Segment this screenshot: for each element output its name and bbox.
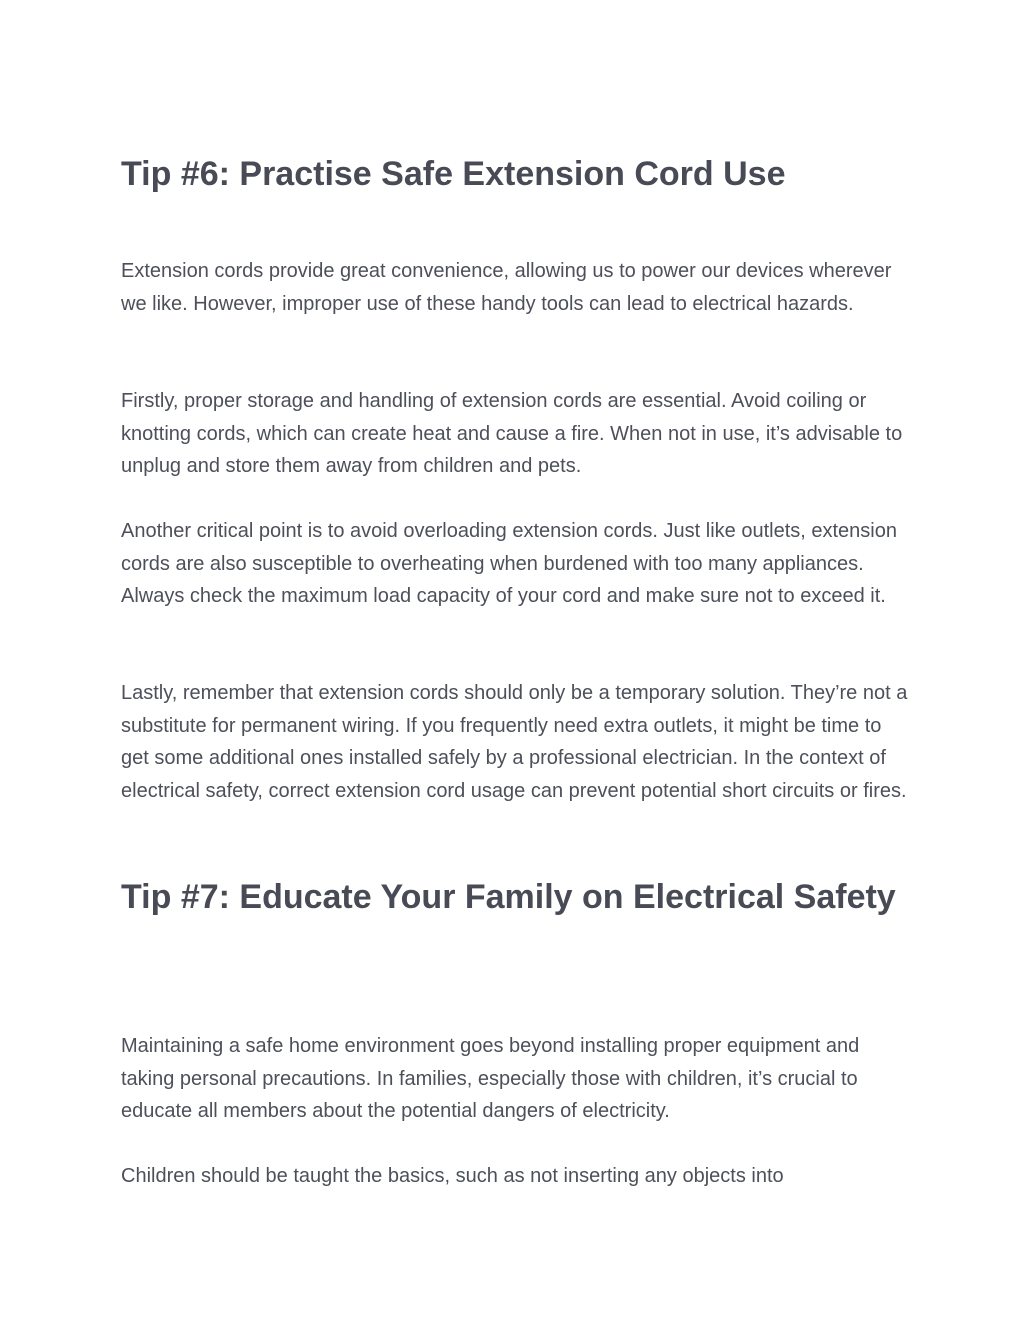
- paragraph: Firstly, proper storage and handling of extension cords are essential. Avoid coiling or knotting cords, which can create heat and cause a fire. When not in use, it’s advisable to unplug and store them away from children and pets.: [121, 390, 903, 477]
- paragraph: Another critical point is to avoid overloading extension cords. Just like outlets, extension cords are also susceptible to overheating when burdened with too many appliances. Always check the maximum load capacity of your cord and make sure not to exceed it.: [121, 520, 897, 607]
- paragraph: Maintaining a safe home environment goes beyond installing proper equipment and taking personal precautions. In families, especially those with children, it’s crucial to educate all members about the potential dangers of electricity.: [121, 1035, 860, 1122]
- section-heading-tip-6: Tip #6: Practise Safe Extension Cord Use: [121, 155, 786, 193]
- paragraph: Children should be taught the basics, such as not inserting any objects into: [121, 1165, 784, 1187]
- paragraph: Lastly, remember that extension cords should only be a temporary solution. They’re not a substitute for permanent wiring. If you frequently need extra outlets, it might be time to get some additional ones installed safely by a professional electrician. In the context of electrical safety, correct extension cord usage can prevent potential short circuits or fires.: [121, 682, 908, 802]
- section-heading-tip-7: Tip #7: Educate Your Family on Electrical Safety: [121, 878, 896, 916]
- paragraph: Extension cords provide great convenience, allowing us to power our devices wherever we like. However, improper use of these handy tools can lead to electrical hazards.: [121, 260, 892, 315]
